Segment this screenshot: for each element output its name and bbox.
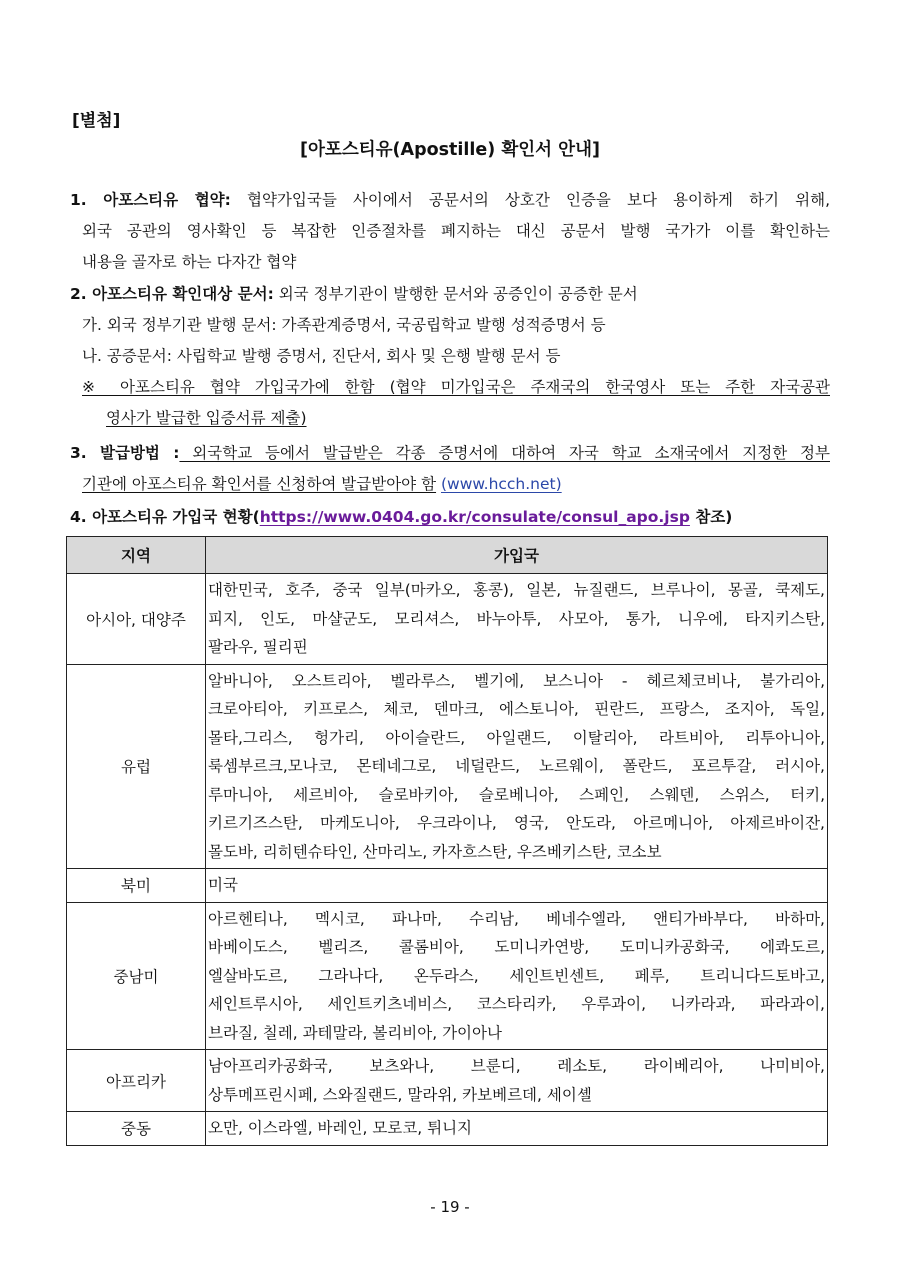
section-1-line-1: 1. 아포스티유 협약: 협약가입국들 사이에서 공문서의 상호간 인증을 보다 용이하게 하기 위해, [70, 191, 830, 209]
region-cell: 유럽 [67, 664, 206, 869]
countries-cell [206, 1050, 828, 1112]
countries-line: 룩셈부르크,모나코, 몬테네그로, 네덜란드, 노르웨이, 폴란드, 포르투갈, 러시아, [208, 757, 825, 775]
page-number: - 19 - [430, 1198, 470, 1216]
countries-line: 미국 [208, 876, 238, 894]
countries-line: 엘살바도르, 그라나다, 온두라스, 세인트빈센트, 페루, 트리니다드토바고, [208, 966, 825, 985]
countries-cell [206, 574, 828, 665]
countries-line: 루마니아, 세르비아, 슬로바키아, 슬로베니아, 스페인, 스웨덴, 스위스, 터키, [208, 785, 825, 804]
section-2-note-line-1: ※ 아포스티유 협약 가입국가에 한함 (협약 미가입국은 주재국의 한국영사 또는 주한 자국공관 [82, 378, 830, 396]
section-2-line-1: 2. 아포스티유 확인대상 문서: 외국 정부기관이 발행한 문서와 공증인이 공증한 문서 [70, 285, 638, 303]
section-3-heading: 3. 발급방법 : [70, 444, 180, 462]
section-1-line-2: 외국 공관의 영사확인 등 복잡한 인증절차를 폐지하는 대신 공문서 발행 국가가 이를 확인하는 [82, 222, 830, 240]
countries-cell [206, 1112, 828, 1146]
section-4-heading: 4. 아포스티유 가입국 현황( [70, 508, 260, 526]
countries-line: 몰타,그리스, 헝가리, 아이슬란드, 아일랜드, 이탈리아, 라트비아, 리투아니아, [208, 728, 825, 747]
member-countries-table [66, 536, 828, 1146]
section-4-line: 4. 아포스티유 가입국 현황(https://www.0404.go.kr/consulate/consul_apo.jsp 참조) [70, 508, 733, 526]
countries-line: 세인트루시아, 세인트키츠네비스, 코스타리카, 우루과이, 니카라과, 파라과이, [208, 995, 825, 1013]
section-2-item-na: 나. 공증문서: 사립학교 발행 증명서, 진단서, 회사 및 은행 발행 문서 등 [82, 347, 561, 365]
table-row [67, 1050, 828, 1112]
countries-cell [206, 664, 828, 869]
table-row [67, 1112, 828, 1146]
section-2-note-line-2: 영사가 발급한 입증서류 제출) [106, 409, 307, 427]
region-cell: 아프리카 [67, 1050, 206, 1112]
countries-cell [206, 869, 828, 903]
header-region: 지역 [67, 537, 206, 574]
table-row [67, 664, 828, 869]
countries-line: 몰도바, 리히텐슈타인, 산마리노, 카자흐스탄, 우즈베키스탄, 코소보 [208, 842, 662, 861]
countries-line: 팔라우, 필리핀 [208, 638, 308, 656]
region-cell: 북미 [67, 869, 206, 903]
hcch-link[interactable]: (www.hcch.net) [440, 475, 562, 493]
section-3-line-2: 기관에 아포스티유 확인서를 신청하여 발급받아야 함 (www.hcch.net) [82, 475, 562, 493]
region-cell: 아시아, 대양주 [67, 574, 206, 665]
section-3 [70, 438, 830, 500]
section-2 [70, 279, 830, 434]
countries-line: 남아프리카공화국, 보츠와나, 브룬디, 레소토, 라이베리아, 나미비아, [208, 1057, 825, 1075]
section-2-heading: 2. 아포스티유 확인대상 문서: [70, 285, 274, 303]
countries-line: 브라질, 칠레, 과테말라, 볼리비아, 가이아나 [208, 1023, 502, 1042]
section-1-heading: 1. 아포스티유 협약: [70, 191, 231, 209]
table-row [67, 902, 828, 1050]
section-2-item-ga: 가. 외국 정부기관 발행 문서: 가족관계증명서, 국공립학교 발행 성적증명서 등 [82, 316, 606, 334]
section-4 [70, 502, 830, 533]
countries-line: 아르헨티나, 멕시코, 파나마, 수리남, 베네수엘라, 앤티가바부다, 바하마, [208, 909, 825, 928]
countries-line: 크로아티아, 키프로스, 체코, 덴마크, 에스토니아, 핀란드, 프랑스, 조지아, 독일, [208, 700, 825, 718]
countries-line: 바베이도스, 벨리즈, 콜롬비아, 도미니카연방, 도미니카공화국, 에콰도르, [208, 938, 825, 956]
countries-line: 대한민국, 호주, 중국 일부(마카오, 홍콩), 일본, 뉴질랜드, 브루나이, 몽골, 쿡제도, [208, 581, 825, 599]
countries-line: 알바니아, 오스트리아, 벨라루스, 벨기에, 보스니아 - 헤르체코비나, 불가리아, [208, 671, 825, 690]
countries-line: 상투메프린시페, 스와질랜드, 말라위, 카보베르데, 세이셸 [208, 1085, 592, 1104]
countries-line: 키르기즈스탄, 마케도니아, 우크라이나, 영국, 안도라, 아르메니아, 아제르바이잔, [208, 814, 825, 832]
page-title: [아포스티유(Apostille) 확인서 안내] [300, 140, 600, 160]
attachment-label: [별첨] [72, 111, 121, 131]
countries-line: 오만, 이스라엘, 바레인, 모로코, 튀니지 [208, 1119, 473, 1137]
table-body [67, 574, 828, 1146]
consulate-apostille-link[interactable]: https://www.0404.go.kr/consulate/consul_apo.jsp [259, 508, 690, 526]
section-1 [70, 185, 830, 278]
countries-cell [206, 902, 828, 1050]
section-3-line-1: 3. 발급방법 : 외국학교 등에서 발급받은 각종 증명서에 대하여 자국 학교 소재국에서 지정한 정부 [70, 444, 830, 462]
table-header-row [67, 537, 828, 574]
countries-line: 피지, 인도, 마샬군도, 모리셔스, 바누아투, 사모아, 통가, 니우에, 타지키스탄, [208, 609, 825, 628]
region-cell: 중남미 [67, 902, 206, 1050]
region-cell: 중동 [67, 1112, 206, 1146]
header-countries: 가입국 [206, 537, 828, 574]
section-1-line-3: 내용을 골자로 하는 다자간 협약 [82, 253, 297, 271]
table-row [67, 574, 828, 665]
table-row [67, 869, 828, 903]
